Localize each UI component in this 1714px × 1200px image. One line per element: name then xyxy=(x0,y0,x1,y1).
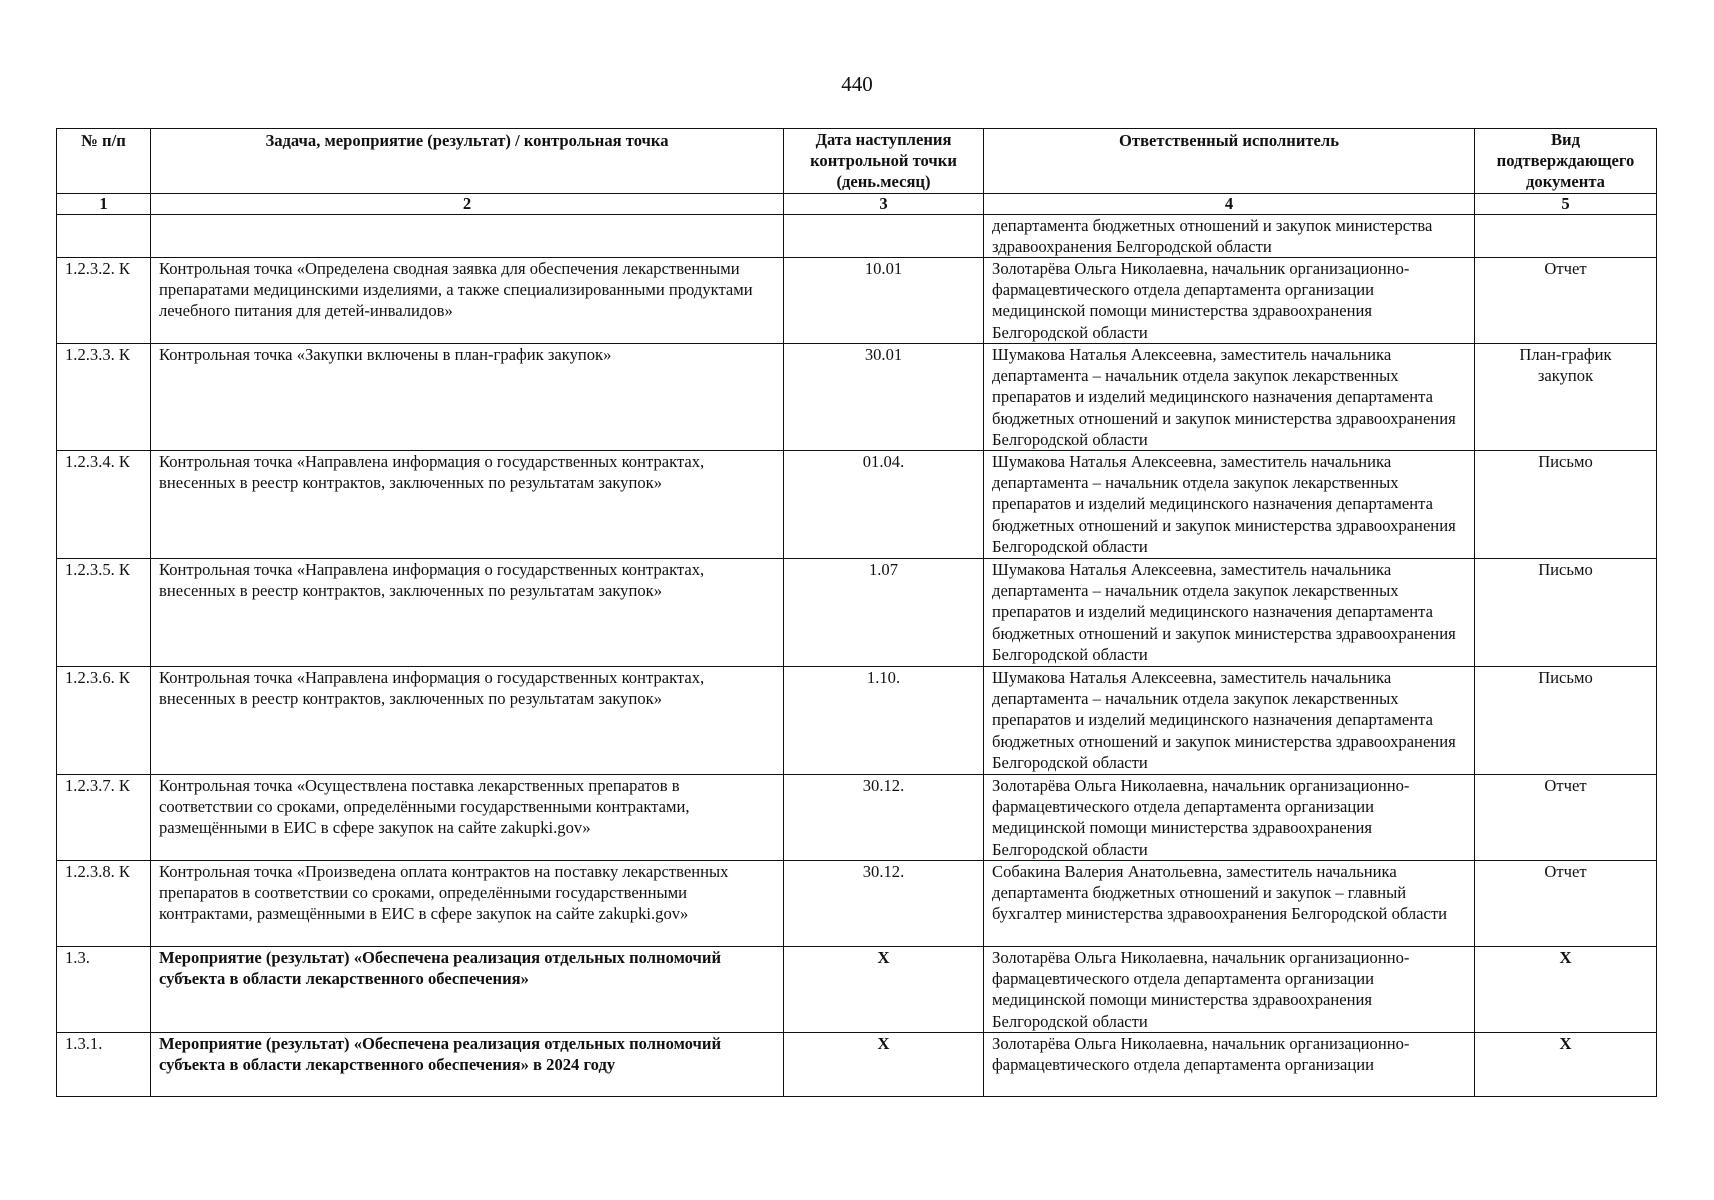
column-number: 2 xyxy=(151,193,784,214)
table-row xyxy=(57,1033,1657,1097)
table-row xyxy=(57,667,1657,775)
row-responsible: Золотарёва Ольга Николаевна, начальник организационно-фармацевтического отдела департамента организации медицинской помощи министерства здравоохранения Белгородской области xyxy=(984,258,1475,344)
row-number: 1.3.1. xyxy=(57,1033,151,1097)
row-responsible: Шумакова Наталья Алексеевна, заместитель начальника департамента – начальник отдела закупок лекарственных препаратов и изделий медицинского назначения департамента бюджетных отношений и закупок министерства здравоохранения Белгородской области xyxy=(984,559,1475,667)
row-task: Контрольная точка «Произведена оплата контрактов на поставку лекарственных препаратов в соответствии со сроками, определёнными государственными контрактами, размещёнными в ЕИС в сфере закупок на сайте zakupki.gov» xyxy=(151,861,784,947)
header-task: Задача, мероприятие (результат) / контрольная точка xyxy=(151,129,784,194)
row-document: X xyxy=(1475,1033,1657,1097)
row-responsible: Шумакова Наталья Алексеевна, заместитель начальника департамента – начальник отдела закупок лекарственных препаратов и изделий медицинского назначения департамента бюджетных отношений и закупок министерства здравоохранения Белгородской области xyxy=(984,344,1475,451)
row-number: 1.2.3.6. К xyxy=(57,667,151,775)
table-row xyxy=(57,258,1657,344)
row-task xyxy=(151,214,784,257)
row-document xyxy=(1475,214,1657,257)
row-document: Письмо xyxy=(1475,559,1657,667)
table-row xyxy=(57,559,1657,667)
row-document: Отчет xyxy=(1475,258,1657,344)
table-row xyxy=(57,451,1657,559)
row-date: 01.04. xyxy=(784,451,984,559)
row-task: Контрольная точка «Осуществлена поставка лекарственных препаратов в соответствии со сроками, определёнными государственными контрактами, размещёнными в ЕИС в сфере закупок на сайте zakupki.gov» xyxy=(151,775,784,861)
row-date: X xyxy=(784,1033,984,1097)
row-responsible: Собакина Валерия Анатольевна, заместитель начальника департамента бюджетных отношений и закупок – главный бухгалтер министерства здравоохранения Белгородской области xyxy=(984,861,1475,947)
table-row xyxy=(57,344,1657,451)
row-task: Контрольная точка «Определена сводная заявка для обеспечения лекарственными препаратами медицинскими изделиями, а также специализированными продуктами лечебного питания для детей-инвалидов» xyxy=(151,258,784,344)
row-date: X xyxy=(784,947,984,1033)
row-date: 30.12. xyxy=(784,861,984,947)
table-row xyxy=(57,947,1657,1033)
table-row xyxy=(57,775,1657,861)
row-task: Контрольная точка «Направлена информация о государственных контрактах, внесенных в реестр контрактов, заключенных по результатам закупок» xyxy=(151,451,784,559)
row-number: 1.2.3.8. К xyxy=(57,861,151,947)
control-points-table xyxy=(56,128,1657,1097)
row-number: 1.2.3.2. К xyxy=(57,258,151,344)
row-responsible: департамента бюджетных отношений и закупок министерства здравоохранения Белгородской области xyxy=(984,214,1475,257)
header-document: Вид подтверждающего документа xyxy=(1475,129,1657,194)
row-number: 1.2.3.4. К xyxy=(57,451,151,559)
row-number: 1.2.3.7. К xyxy=(57,775,151,861)
row-date: 30.12. xyxy=(784,775,984,861)
row-date xyxy=(784,214,984,257)
row-task: Мероприятие (результат) «Обеспечена реализация отдельных полномочий субъекта в области лекарственного обеспечения» xyxy=(151,947,784,1033)
row-responsible: Золотарёва Ольга Николаевна, начальник организационно-фармацевтического отдела департамента организации медицинской помощи министерства здравоохранения Белгородской области xyxy=(984,775,1475,861)
row-task: Контрольная точка «Направлена информация о государственных контрактах, внесенных в реестр контрактов, заключенных по результатам закупок» xyxy=(151,559,784,667)
row-date: 1.07 xyxy=(784,559,984,667)
row-document: Письмо xyxy=(1475,451,1657,559)
row-task: Контрольная точка «Направлена информация о государственных контрактах, внесенных в реестр контрактов, заключенных по результатам закупок» xyxy=(151,667,784,775)
row-number: 1.2.3.5. К xyxy=(57,559,151,667)
row-task: Мероприятие (результат) «Обеспечена реализация отдельных полномочий субъекта в области лекарственного обеспечения» в 2024 году xyxy=(151,1033,784,1097)
row-date: 1.10. xyxy=(784,667,984,775)
row-document: Письмо xyxy=(1475,667,1657,775)
row-document: X xyxy=(1475,947,1657,1033)
row-responsible: Золотарёва Ольга Николаевна, начальник организационно-фармацевтического отдела департамента организации xyxy=(984,1033,1475,1097)
table-row xyxy=(57,214,1657,257)
header-number: № п/п xyxy=(57,129,151,194)
row-number: 1.2.3.3. К xyxy=(57,344,151,451)
table-row xyxy=(57,861,1657,947)
row-responsible: Шумакова Наталья Алексеевна, заместитель начальника департамента – начальник отдела закупок лекарственных препаратов и изделий медицинского назначения департамента бюджетных отношений и закупок министерства здравоохранения Белгородской области xyxy=(984,667,1475,775)
row-date: 30.01 xyxy=(784,344,984,451)
row-document: Отчет xyxy=(1475,775,1657,861)
header-row xyxy=(57,129,1657,194)
row-document: Отчет xyxy=(1475,861,1657,947)
row-date: 10.01 xyxy=(784,258,984,344)
header-responsible: Ответственный исполнитель xyxy=(984,129,1475,194)
column-number: 4 xyxy=(984,193,1475,214)
row-task: Контрольная точка «Закупки включены в план-график закупок» xyxy=(151,344,784,451)
row-document: План-график закупок xyxy=(1475,344,1657,451)
row-number: 1.3. xyxy=(57,947,151,1033)
column-number: 5 xyxy=(1475,193,1657,214)
column-number: 1 xyxy=(57,193,151,214)
row-responsible: Шумакова Наталья Алексеевна, заместитель начальника департамента – начальник отдела закупок лекарственных препаратов и изделий медицинского назначения департамента бюджетных отношений и закупок министерства здравоохранения Белгородской области xyxy=(984,451,1475,559)
row-responsible: Золотарёва Ольга Николаевна, начальник организационно-фармацевтического отдела департамента организации медицинской помощи министерства здравоохранения Белгородской области xyxy=(984,947,1475,1033)
row-number xyxy=(57,214,151,257)
page-number: 440 xyxy=(841,72,873,96)
column-numbers-row xyxy=(57,193,1657,214)
column-number: 3 xyxy=(784,193,984,214)
header-date: Дата наступления контрольной точки (день.месяц) xyxy=(784,129,984,194)
